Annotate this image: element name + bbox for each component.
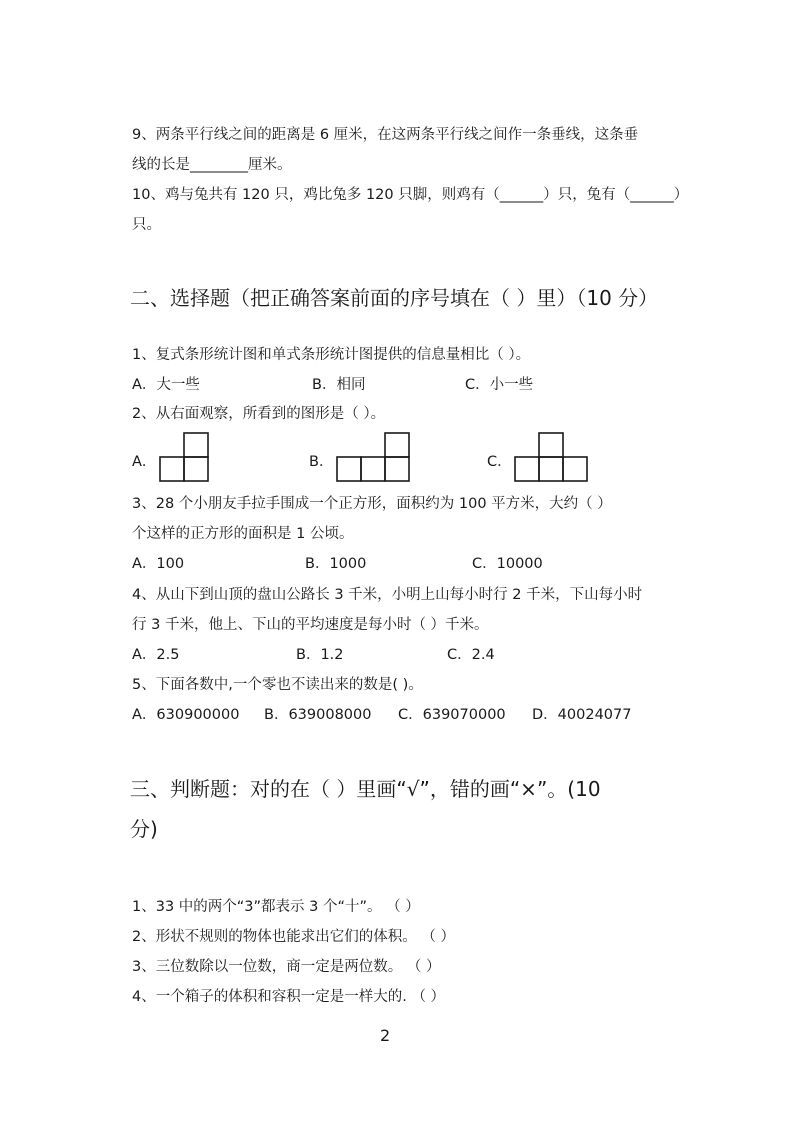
figure-option-b bbox=[335, 432, 411, 484]
s2-q4-option-c: C．2.4 bbox=[447, 647, 495, 663]
s2-q5-option-d: D．40024077 bbox=[532, 707, 632, 723]
s2-q3-option-c: C．10000 bbox=[472, 556, 543, 572]
q9-line2: 线的长是________厘米。 bbox=[132, 157, 292, 173]
s2-q3-line2: 个这样的正方形的面积是 1 公顷。 bbox=[132, 526, 354, 542]
figure-option-a bbox=[158, 432, 210, 484]
s2-q4-option-a: A．2.5 bbox=[132, 647, 180, 663]
s2-q2-option-c: C． bbox=[487, 454, 512, 470]
page-number: 2 bbox=[380, 1026, 391, 1045]
s2-q5-option-c: C．639070000 bbox=[398, 707, 506, 723]
s2-q5-text: 5、下面各数中,一个零也不读出来的数是( )。 bbox=[132, 677, 423, 693]
s2-q2-text: 2、从右面观察，所看到的图形是（ ）。 bbox=[132, 406, 386, 422]
figure-option-c bbox=[513, 432, 591, 484]
s3-item-1: 1、33 中的两个“3”都表示 3 个“十”。 （ ） bbox=[132, 899, 420, 915]
s2-q3-line1: 3、28 个小朋友手拉手围成一个正方形，面积约为 100 平方米，大约（ ） bbox=[132, 496, 612, 512]
q10-line1: 10、鸡与兔共有 120 只，鸡比兔多 120 只脚，则鸡有（______）只，兔有（______） bbox=[132, 187, 689, 203]
q9-line1: 9、两条平行线之间的距离是 6 厘米，在这两条平行线之间作一条垂线，这条垂 bbox=[132, 127, 639, 143]
s2-q5-option-b: B．639008000 bbox=[264, 707, 372, 723]
s3-item-2: 2、形状不规则的物体也能求出它们的体积。 （ ） bbox=[132, 929, 455, 945]
s3-item-4: 4、一个箱子的体积和容积一定是一样大的. （ ） bbox=[132, 989, 446, 1005]
s2-q1-option-b: B．相同 bbox=[312, 377, 366, 393]
s2-q3-option-a: A．100 bbox=[132, 556, 185, 572]
s2-q2-option-b: B． bbox=[309, 454, 334, 470]
q10-line2: 只。 bbox=[132, 217, 161, 233]
s2-q1-option-a: A．大一些 bbox=[132, 377, 200, 393]
s2-q4-line1: 4、从山下到山顶的盘山公路长 3 千米，小明上山每小时行 2 千米，下山每小时 bbox=[132, 587, 643, 603]
section3-heading-line2: 分) bbox=[130, 817, 158, 841]
s2-q1-option-c: C．小一些 bbox=[465, 377, 534, 393]
s2-q3-option-b: B．1000 bbox=[305, 556, 367, 572]
s2-q5-option-a: A．630900000 bbox=[132, 707, 240, 723]
section3-heading-line1: 三、判断题：对的在（ ）里画“√”，错的画“×”。(10 bbox=[130, 777, 601, 801]
s3-item-3: 3、三位数除以一位数，商一定是两位数。 （ ） bbox=[132, 959, 441, 975]
s2-q4-line2: 行 3 千米，他上、下山的平均速度是每小时（ ）千米。 bbox=[132, 617, 489, 633]
s2-q4-option-b: B．1.2 bbox=[296, 647, 344, 663]
s2-q1-text: 1、复式条形统计图和单式条形统计图提供的信息量相比（ ）。 bbox=[132, 347, 531, 363]
s2-q2-option-a: A． bbox=[132, 454, 157, 470]
section2-heading: 二、选择题（把正确答案前面的序号填在（ ）里）（10 分） bbox=[130, 286, 659, 310]
